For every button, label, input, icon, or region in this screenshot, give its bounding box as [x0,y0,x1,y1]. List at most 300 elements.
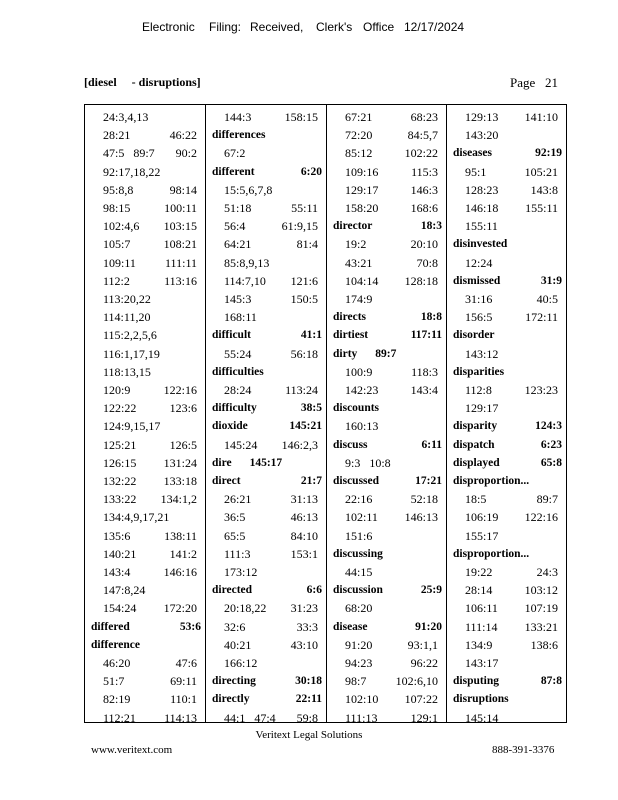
index-reference [206,618,326,636]
index-page-line-ref: 116:1,17,19 [103,346,160,361]
index-reference [327,235,446,253]
index-reference [85,690,205,708]
index-reference [447,636,566,654]
index-page-line-ref: 110:1 [170,692,197,707]
index-page-line-ref: 31:23 [290,601,318,616]
index-term [206,417,326,435]
index-page-line-ref: 56:4 [224,219,246,234]
index-page-line-ref: 146:3 [410,182,438,197]
index-page-line-ref: 111:14 [465,619,498,634]
index-page-line-ref: 36:5 [224,510,246,525]
index-term-word: discussion [333,584,383,597]
index-page-line-ref: 145:21 [289,420,322,433]
index-page-line-ref: 26:21 [224,492,252,507]
index-reference [85,181,205,199]
index-reference [85,599,205,617]
index-term [327,472,446,490]
index-term-word: disorder [453,329,495,342]
index-page-line-ref: 65:8 [540,456,562,469]
index-page-line-ref: 126:5 [169,437,197,452]
header-word-office: Office [363,20,395,34]
index-reference [206,436,326,454]
index-reference [206,545,326,563]
index-page-line-ref: 129:17 [465,401,499,416]
index-reference [85,345,205,363]
index-page-line-ref: 84:5,7 [407,128,438,143]
index-page-line-ref: 155:11 [465,219,498,234]
index-page-line-ref: 123:6 [169,401,197,416]
index-term [447,417,566,435]
index-reference [85,563,205,581]
index-page-line-ref: 55:11 [291,201,318,215]
index-term [206,472,326,490]
index-page-line-ref: 102:6,10 [395,674,438,689]
index-page-line-ref: 122:22 [103,401,137,416]
index-page-line-ref: 53:6 [179,620,201,633]
index-page-line-ref: 121:6 [290,273,318,288]
index-page-line-ref: 146:16 [163,565,197,579]
index-page-line-ref: 51:7 [103,674,125,689]
index-page-line-ref: 28:14 [465,583,493,598]
index-page-line-ref: 22:11 [295,693,322,706]
index-page-line-ref: 98:7 [345,674,367,689]
index-term-word: disruptions [453,693,509,706]
index-page-line-ref: 153:1 [290,546,318,561]
index-page-line-ref: 166:12 [224,656,258,670]
index-reference [327,144,446,162]
index-column-1 [85,105,206,725]
index-reference [447,399,566,417]
index-reference [206,144,326,162]
index-page-line-ref: 114:7,10 [224,273,266,288]
index-page-line-ref: 43:21 [345,255,373,270]
index-page-line-ref: 103:12 [524,583,558,598]
index-page-line-ref: 115:2,2,5,6 [103,328,157,343]
index-page-line-ref: 18:5 [465,492,487,507]
index-page-line-ref: 133:22 [103,492,137,507]
index-term-word: differed [91,620,130,633]
index-page-line-ref: 17:21 [415,475,442,487]
index-reference [447,199,566,217]
index-page-line-ref: 59:8 [296,710,318,725]
index-page-line-ref: 22:16 [345,492,373,507]
index-reference [85,363,205,381]
index-term-word: dismissed [453,274,501,287]
index-term [327,436,446,454]
index-term-word: difficulty [212,402,257,415]
index-term-word: direct [212,475,241,487]
index-page-line-ref: 41:1 [300,329,322,342]
index-term [327,345,446,363]
index-page-line-ref: 102:10 [345,692,379,707]
index-page-line-ref: 118:3 [411,364,438,379]
footer-company: Veritext Legal Solutions [255,729,363,741]
index-reference [447,254,566,272]
index-reference [327,654,446,672]
index-page-line-ref: 21:7 [300,475,322,487]
index-term [206,581,326,599]
index-term-word: dioxide [212,420,248,433]
index-term [85,618,205,636]
index-reference [447,126,566,144]
index-column-4 [447,105,566,725]
index-page-line-ref: 32:6 [224,619,246,634]
index-page-line-ref: 117:11 [410,329,442,342]
header-word-filing: Filing: [209,20,242,34]
index-reference [447,654,566,672]
index-term [206,326,326,344]
index-reference [447,709,566,727]
index-page-line-ref: 24:3,4,13 [103,110,149,124]
index-page-line-ref: 151:6 [345,528,373,543]
index-page-line-ref: 113:20,22 [103,292,151,306]
index-reference [85,272,205,290]
index-page-line-ref: 96:22 [410,656,438,670]
index-reference [85,527,205,545]
index-term-word: dirty [333,347,358,360]
index-reference [327,672,446,690]
index-page-line-ref: 51:18 [224,201,252,215]
index-page-line-ref: 118:13,15 [103,364,151,379]
index-page-line-ref: 143:4 [410,383,438,397]
index-page-line-ref: 146:2,3 [281,437,318,452]
index-reference [206,108,326,126]
index-page-line-ref: 56:18 [290,346,318,361]
index-page-line-ref: 18:8 [420,311,442,324]
index-reference [327,454,446,472]
index-page-line-ref: 143:8 [530,182,558,197]
index-term [206,672,326,690]
index-reference [85,308,205,326]
index-reference [327,126,446,144]
index-term-word: displayed [453,456,500,469]
index-reference [85,254,205,272]
index-page-line-ref: 122:16 [524,510,558,525]
index-reference [447,599,566,617]
index-term-word: disputing [453,675,500,688]
index-term-word: disinvested [453,238,508,251]
index-page-line-ref: 131:24 [163,455,197,470]
index-term-word: differences [212,129,266,142]
index-page-line-ref: 67:21 [345,110,373,124]
index-page-line-ref: 55:24 [224,346,252,361]
index-page-line-ref: 20:10 [410,237,438,252]
index-page-line-ref: 94:23 [345,656,373,670]
index-reference [85,709,205,727]
index-term [206,399,326,417]
index-reference [447,345,566,363]
index-page-line-ref: 93:1,1 [407,637,438,652]
index-reference [206,290,326,308]
index-page-line-ref: 115:3 [411,164,438,179]
index-page-line-ref: 123:23 [524,383,558,397]
index-term [447,436,566,454]
index-page-line-ref: 92:17,18,22 [103,164,161,179]
index-page-line-ref: 46:22 [169,128,197,143]
index-page-line-ref: 91:20 [345,637,373,652]
index-term-word: discussed [333,475,380,487]
index-range-label: [diesel - disruptions] [84,75,201,89]
index-reference [206,235,326,253]
index-reference [85,581,205,599]
index-page-line-ref: 144:3 [224,110,252,124]
index-page-line-ref: 112:2 [103,273,130,288]
word-index-table [84,104,567,723]
index-page-line-ref: 28:21 [103,128,131,143]
index-reference [206,527,326,545]
index-reference [327,599,446,617]
index-reference [206,345,326,363]
index-page-line-ref: 103:15 [163,219,197,234]
index-page-line-ref: 138:11 [164,528,197,543]
index-page-line-ref: 124:9,15,17 [103,419,161,434]
index-page-line-ref: 68:23 [410,110,438,124]
index-page-line-ref: 15:5,6,7,8 [224,182,273,197]
index-page-line-ref: 146:13 [404,510,438,525]
index-term-word: directed [212,584,253,597]
index-page-line-ref: 12:24 [465,255,493,270]
index-reference [327,290,446,308]
index-term [447,454,566,472]
index-reference [206,308,326,326]
index-page-line-ref: 129:17 [345,182,379,197]
index-page-line-ref: 82:19 [103,692,131,707]
index-reference [85,472,205,490]
index-page-line-ref: 141:2 [169,546,197,561]
index-reference [206,563,326,581]
index-page-line-ref: 95:1 [465,164,487,179]
index-page-line-ref: 126:15 [103,455,137,470]
index-reference [206,490,326,508]
index-page-line-ref: 125:21 [103,437,137,452]
index-page-line-ref: 113:24 [285,383,318,397]
index-reference [85,490,205,508]
index-term-word: disparities [453,365,505,378]
index-page-line-ref: 122:16 [163,383,197,397]
index-term [327,399,446,417]
index-term [447,326,566,344]
index-page-line-ref: 154:24 [103,601,137,616]
index-page-line-ref: 112:21 [103,710,136,725]
index-reference [206,636,326,654]
index-term [447,235,566,253]
index-reference [206,508,326,526]
index-reference [85,217,205,235]
index-reference [327,690,446,708]
index-page-line-ref: 72:20 [345,128,373,143]
index-page-line-ref: 65:5 [224,528,246,543]
index-reference [447,581,566,599]
index-reference [85,144,205,162]
index-page-line-ref: 33:3 [296,619,318,634]
index-term-word: difference [91,638,140,651]
index-reference [447,163,566,181]
index-page-line-ref: 158:15 [284,110,318,124]
index-reference [85,436,205,454]
index-page-line-ref: 106:11 [465,601,498,616]
index-page-line-ref: 84:10 [290,528,318,543]
index-page-line-ref: 168:6 [410,201,438,215]
index-page-line-ref: 47:5 89:7 [103,146,155,161]
index-term [327,545,446,563]
index-page-line-ref: 112:8 [465,383,492,397]
index-page-line-ref: 19:2 [345,237,367,252]
index-page-line-ref: 145:17 [249,456,283,469]
header-word-date: 12/17/2024 [404,20,465,34]
index-page-line-ref: 44:15 [345,565,373,579]
index-term-word: director [333,220,373,233]
index-term [447,545,566,563]
index-page-line-ref: 31:9 [540,274,562,287]
index-reference [327,163,446,181]
index-reference [327,563,446,581]
index-page-line-ref: 174:9 [345,292,373,306]
index-reference [85,672,205,690]
index-term-word: discounts [333,402,380,415]
index-page-line-ref: 95:8,8 [103,182,134,197]
index-reference [206,709,326,727]
index-term-word: dispatch [453,438,495,451]
index-page-line-ref: 128:23 [465,182,499,197]
index-term-word: directing [212,675,256,688]
index-page-line-ref: 108:21 [163,237,197,252]
footer-phone: 888-391-3376 [492,744,555,756]
index-reference [327,709,446,727]
index-reference [85,108,205,126]
index-page-line-ref: 52:18 [410,492,438,507]
index-reference [327,381,446,399]
index-term-word: difficult [212,329,251,342]
index-page-line-ref: 47:6 [175,656,197,670]
index-reference [85,381,205,399]
index-page-line-ref: 111:11 [165,255,197,270]
index-page-line-ref: 173:12 [224,565,258,579]
index-reference [85,163,205,181]
index-reference [447,108,566,126]
index-term-word: dire [212,456,232,469]
index-reference [327,490,446,508]
index-column-2 [206,105,327,725]
index-term-word: difficulties [212,365,264,378]
index-reference [85,290,205,308]
index-page-line-ref: 70:8 [416,255,438,270]
index-term [206,454,326,472]
index-page-line-ref: 89:7 [536,492,558,507]
index-page-line-ref: 107:22 [404,692,438,707]
index-page-line-ref: 18:3 [420,220,442,233]
index-reference [206,217,326,235]
index-page-line-ref: 30:18 [295,675,322,688]
index-page-line-ref: 102:22 [404,146,438,161]
index-reference [327,181,446,199]
index-term-word: disproportion... [453,547,530,560]
index-column-3 [327,105,447,725]
index-page-line-ref: 155:17 [465,528,499,543]
index-reference [85,508,205,526]
index-page-line-ref: 98:15 [103,201,131,215]
index-term [327,581,446,599]
index-term [327,308,446,326]
index-term [327,618,446,636]
index-reference [85,399,205,417]
index-reference [447,381,566,399]
index-page-line-ref: 134:9 [465,637,493,652]
index-reference [206,654,326,672]
index-page-line-ref: 156:5 [465,310,493,325]
index-reference [447,490,566,508]
index-term [447,672,566,690]
index-page-line-ref: 46:20 [103,656,131,670]
index-page-line-ref: 172:11 [525,310,558,325]
index-page-line-ref: 69:11 [170,674,197,689]
index-page-line-ref: 98:14 [169,182,197,197]
index-page-line-ref: 85:8,9,13 [224,255,270,270]
index-page-line-ref: 28:24 [224,383,252,397]
index-reference [85,545,205,563]
index-page-line-ref: 143:4 [103,565,131,579]
index-reference [85,199,205,217]
index-page-line-ref: 109:16 [345,164,379,179]
index-term [206,163,326,181]
index-page-line-ref: 143:17 [465,656,499,670]
index-page-line-ref: 44:1 47:4 [224,710,276,725]
index-page-line-ref: 100:11 [164,201,197,215]
index-page-line-ref: 31:13 [290,492,318,507]
index-page-line-ref: 132:22 [103,474,137,488]
index-page-line-ref: 104:14 [345,273,379,288]
index-reference [327,363,446,381]
index-page-line-ref: 19:22 [465,565,493,579]
index-page-line-ref: 81:4 [296,237,318,252]
index-page-line-ref: 120:9 [103,383,131,397]
index-reference [447,308,566,326]
footer-website: www.veritext.com [91,744,173,756]
index-reference [206,254,326,272]
index-term [206,363,326,381]
index-term-word: disease [333,620,368,633]
index-page-line-ref: 105:7 [103,237,131,252]
index-page-line-ref: 20:18,22 [224,601,267,616]
index-page-line-ref: 61:9,15 [281,219,318,234]
index-page-line-ref: 134:1,2 [160,492,197,507]
index-page-line-ref: 150:5 [290,292,318,306]
index-reference [85,417,205,435]
index-page-line-ref: 68:20 [345,601,373,616]
index-term [327,217,446,235]
index-term [447,272,566,290]
index-term-word: discuss [333,438,368,451]
index-page-line-ref: 85:12 [345,146,373,161]
index-reference [327,254,446,272]
index-page-line-ref: 6:11 [421,438,442,451]
index-term [85,636,205,654]
index-page-line-ref: 141:10 [524,110,558,124]
index-page-line-ref: 102:4,6 [103,219,140,234]
index-page-line-ref: 160:13 [345,419,379,434]
index-reference [206,599,326,617]
index-page-line-ref: 9:3 10:8 [345,455,391,470]
index-reference [447,563,566,581]
index-page-line-ref: 43:10 [290,637,318,652]
index-reference [206,199,326,217]
index-page-line-ref: 40:5 [536,292,558,306]
index-reference [206,181,326,199]
index-reference [327,636,446,654]
index-reference [327,527,446,545]
index-page-line-ref: 129:1 [410,710,438,725]
index-reference [85,654,205,672]
index-page-line-ref: 158:20 [345,201,379,215]
